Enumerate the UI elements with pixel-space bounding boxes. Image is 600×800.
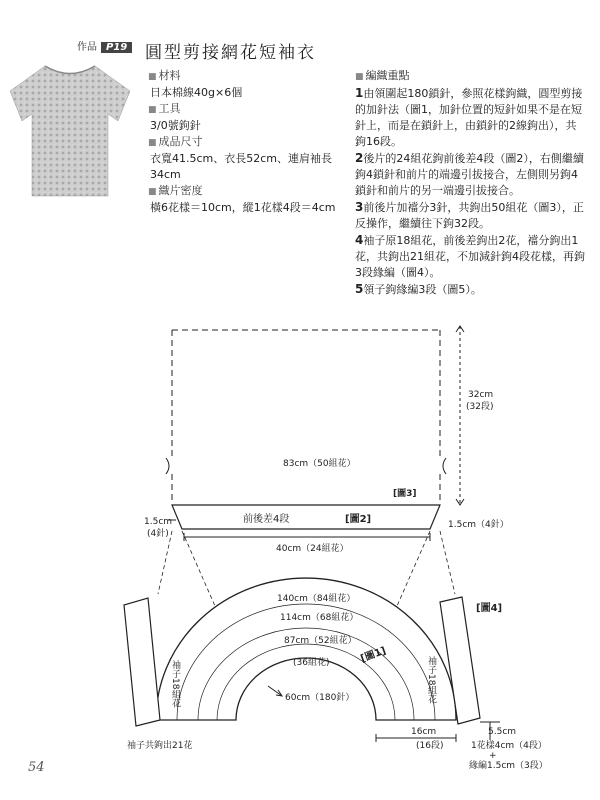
plus-sign: +: [489, 751, 497, 761]
note-number: 4: [355, 233, 364, 247]
note-number: 2: [355, 151, 364, 165]
sleeve-total: 袖子共鉤出21花: [127, 741, 193, 751]
arc-36: (36組花): [293, 658, 330, 668]
dim-32rows: (32段): [466, 402, 494, 412]
materials-heading: ■ 材料: [148, 68, 358, 85]
dim-60cm: 60cm（180針）: [285, 693, 355, 703]
note-text: 後片的24組花鉤前後差4段（圖2），右側繼續鉤4鎖針和前片的端邊引拔接合，左側則另鉤4鎖針和前片的另一端邊引拔接合。: [355, 152, 584, 197]
fig3-label: [圖3]: [393, 489, 417, 499]
tools-value: 3/0號鉤針: [150, 119, 201, 132]
note-number: 5: [355, 282, 364, 296]
note-text: 領子鉤緣編3段（圖5）。: [363, 283, 482, 296]
dim-32cm: 32cm: [468, 390, 494, 400]
left-sleeve: [124, 598, 160, 726]
left-15cm: 1.5cm: [144, 517, 173, 527]
page-title: 圓型剪接網花短袖衣: [145, 43, 316, 63]
materials-value: 日本棉線40g×6個: [150, 86, 243, 99]
fig4-label: [圖4]: [476, 603, 503, 614]
fig1-label: [圖1]: [359, 645, 388, 665]
work-label: 作品: [77, 42, 97, 53]
dim-40cm: 40cm（24組花）: [276, 544, 349, 554]
arc-114: 114cm（68組花）: [280, 613, 359, 623]
notes-heading: ■ 編織重點: [355, 68, 585, 85]
dim-55cm: 5.5cm: [488, 727, 517, 737]
arc-87: 87cm（52組花）: [284, 636, 357, 646]
gauge-heading: ■ 織片密度: [148, 183, 358, 200]
dim-16rows: (16段): [416, 741, 444, 751]
page-number: 54: [28, 760, 45, 775]
note-number: 3: [355, 200, 364, 214]
fig2-label: [圖2]: [345, 514, 372, 525]
note-text: 袖子原18組花，前後差鉤出2花，襠分鉤出1花，共鉤出21組花，不加減針鉤4段花樣，再鉤3段緣編（圖4）。: [355, 234, 585, 279]
left-side-label: 袖子18組花: [170, 660, 180, 708]
yoke-band: [172, 505, 440, 529]
work-number: P19: [101, 42, 132, 53]
band-label: 前後差4段: [243, 514, 290, 525]
note-number: 1: [355, 86, 364, 100]
right-15cm: 1.5cm（4針）: [448, 520, 509, 530]
size-value: 衣寬41.5cm、衣長52cm、連肩袖長34cm: [150, 152, 333, 181]
pattern-rows: 1花樣4cm（4段）: [471, 741, 547, 751]
dim-16cm: 16cm: [411, 727, 437, 737]
gauge-value: 橫6花樣＝10cm，縱1花樣4段＝4cm: [150, 201, 336, 214]
dim-83cm: 83cm（50組花）: [283, 459, 356, 469]
note-text: 由領圍起180鎖針，參照花樣鉤織，圓型剪接的加針法（圖1，加針位置的短針如果不是在短針上，而是在鎖針上，由鎖針的2線鉤出），共鉤16段。: [355, 87, 583, 148]
arc-140: 140cm（84組花）: [277, 594, 356, 604]
edge-rows: 緣編1.5cm（3段）: [469, 761, 548, 771]
note-text: 前後片加襠分3針，共鉤出50組花（圖3），正反操作，繼續往下鉤32段。: [355, 201, 584, 230]
left-4st: (4針): [147, 529, 169, 539]
tools-heading: ■ 工具: [148, 101, 358, 118]
size-heading: ■ 成品尺寸: [148, 134, 358, 151]
right-side-label: 袖子18組花: [426, 656, 436, 704]
